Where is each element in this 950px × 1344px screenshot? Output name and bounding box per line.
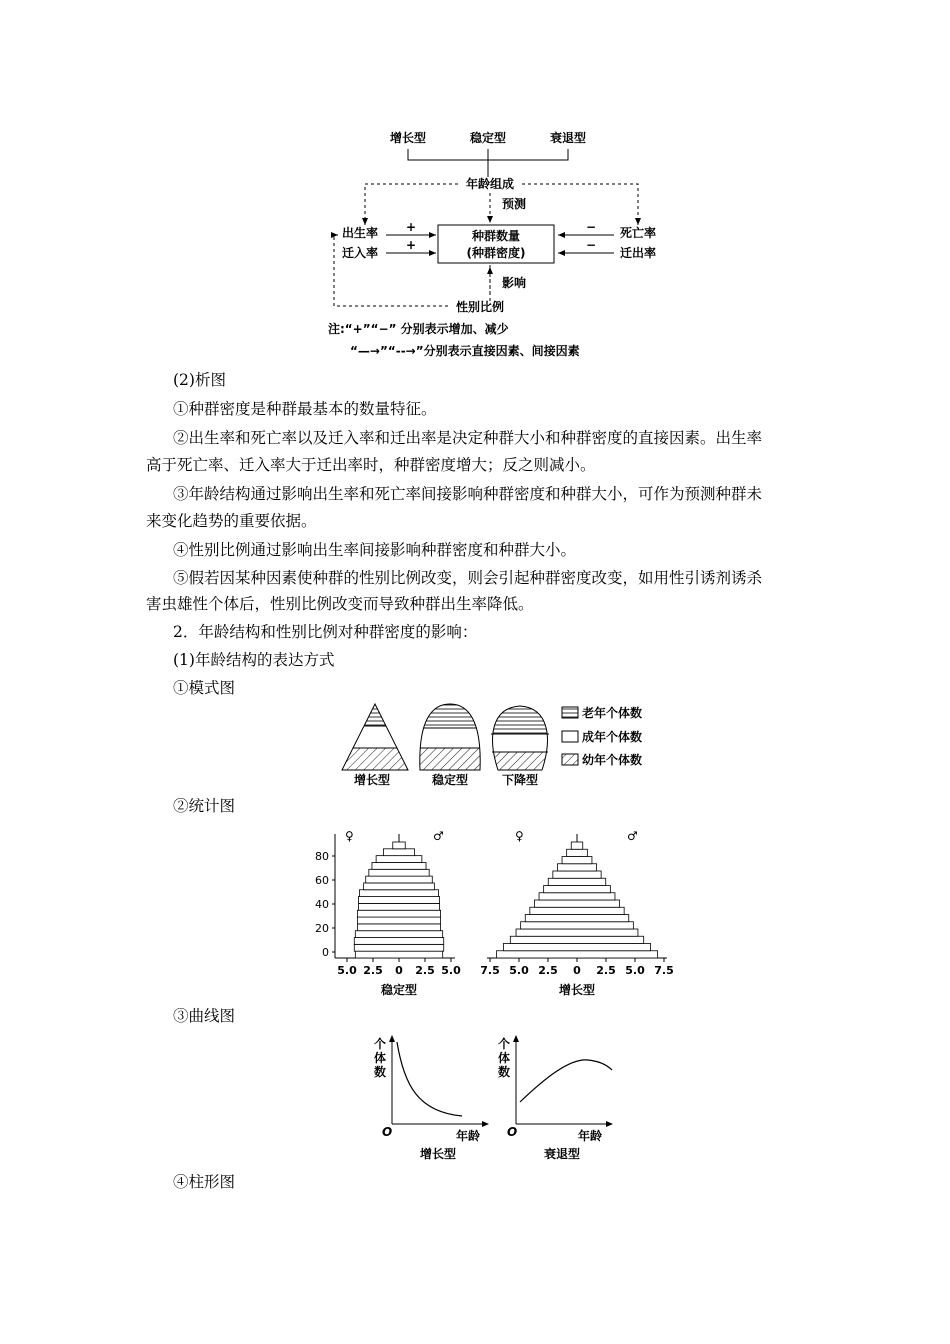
growing-x-tick-label: 5.0 [509, 964, 529, 977]
analysis-point-3-line2: 来变化趋势的重要依据。 [146, 512, 317, 530]
growing-bar [548, 878, 606, 885]
right-x-label: 年龄 [578, 1129, 603, 1143]
left-y-label-2: 体 [374, 1051, 387, 1065]
stable-x-tick-label: 2.5 [363, 964, 383, 977]
left-x-label: 年龄 [456, 1129, 481, 1143]
analysis-heading: (2)析图 [173, 371, 226, 389]
declining-curve [520, 1060, 612, 1102]
stable-bar [357, 910, 440, 917]
growing-bar [544, 886, 611, 893]
model-stable-shape [415, 700, 485, 770]
stable-bar [358, 897, 439, 904]
stable-bar [359, 890, 438, 897]
diagram-center-line2: (种群密度) [466, 246, 526, 260]
stable-bar [376, 856, 422, 863]
left-origin: O [382, 1125, 393, 1139]
diagram-sex-ratio: 性别比例 [455, 300, 505, 314]
growing-bar [567, 849, 588, 856]
growing-male-symbol: ♂ [627, 829, 638, 843]
subsection-model: ①模式图 [173, 679, 236, 697]
diagram-type-stable: 稳定型 [469, 131, 507, 145]
diagram-death-rate: 死亡率 [620, 226, 657, 240]
section-2-heading: 2．年龄结构和性别比例对种群密度的影响： [173, 623, 478, 641]
diagram-immigration-rate: 迁入率 [342, 246, 379, 260]
stable-bar [393, 842, 405, 849]
analysis-point-5-line1: ⑤假若因某种因素使种群的性别比例改变，则会引起种群密度改变，如用性引诱剂诱杀 [173, 569, 763, 587]
diagram-note-2: “—→”“--→”分别表示直接因素、间接因素 [350, 344, 580, 358]
diagram-center-line1: 种群数量 [471, 229, 521, 243]
analysis-point-4: ④性别比例通过影响出生率间接影响种群密度和种群大小。 [173, 541, 577, 559]
analysis-point-1: ①种群密度是种群最基本的数量特征。 [173, 400, 437, 418]
analysis-point-5-line2: 害虫雄性个体后，性别比例改变而导致种群出生率降低。 [146, 595, 534, 613]
model-label-growing: 增长型 [353, 773, 391, 787]
diagram-type-declining: 衰退型 [549, 131, 587, 145]
growing-bar [521, 922, 634, 929]
right-y-label-3: 数 [498, 1065, 511, 1079]
growing-bar [571, 842, 583, 849]
legend-adult-swatch [562, 731, 578, 742]
growing-x-tick-label: 7.5 [480, 964, 500, 977]
stable-x-tick-label: 5.0 [441, 964, 461, 977]
right-y-label-2: 体 [498, 1051, 511, 1065]
stable-x-tick-label: 2.5 [415, 964, 435, 977]
stable-bar [372, 862, 426, 869]
stable-bar [369, 869, 429, 876]
model-label-declining: 下降型 [501, 773, 539, 787]
population-pyramids-figure [315, 822, 685, 1002]
growing-bar [553, 871, 601, 878]
growing-bar [510, 936, 643, 943]
stable-y-tick-label: 80 [315, 850, 329, 863]
stable-bar [358, 903, 439, 910]
age-curve-figure [370, 1030, 630, 1166]
growing-bar [497, 951, 658, 958]
stable-bar [383, 849, 414, 856]
growing-female-symbol: ♀ [515, 829, 524, 843]
stable-y-tick-label: 40 [315, 898, 329, 911]
stable-bar [366, 876, 433, 883]
legend-adult-label: 成年个体数 [582, 730, 643, 744]
diagram-type-growing: 增长型 [389, 131, 427, 145]
diagram-plus-2: + [406, 238, 417, 252]
growing-x-tick-label: 2.5 [538, 964, 558, 977]
model-growing-shape [340, 700, 410, 770]
analysis-point-2-line1: ②出生率和死亡率以及迁入率和迁出率是决定种群大小和种群密度的直接因素。出生率 [173, 429, 763, 447]
analysis-point-3-line1: ③年龄结构通过影响出生率和死亡率间接影响种群密度和种群大小，可作为预测种群未 [173, 485, 763, 503]
section-2-1-heading: (1)年龄结构的表达方式 [173, 651, 335, 669]
stable-bar [357, 924, 440, 931]
curve-label-declining: 衰退型 [543, 1147, 581, 1161]
diagram-emigration-rate: 迁出率 [620, 246, 657, 260]
population-factor-diagram [320, 125, 680, 365]
diagram-minus-2: − [586, 238, 597, 252]
legend-young-swatch [562, 754, 578, 765]
growing-x-tick-label: 0 [573, 964, 581, 977]
right-origin: O [507, 1125, 518, 1139]
stable-male-symbol: ♂ [433, 829, 444, 843]
stable-bar [357, 917, 440, 924]
growing-bar [562, 857, 592, 864]
diagram-influence: 影响 [502, 276, 527, 290]
stable-x-tick-label: 0 [395, 964, 403, 977]
analysis-point-2-line2: 高于死亡率、迁入率大于迁出率时，种群密度增大；反之则减小。 [146, 456, 596, 474]
subsection-curves: ③曲线图 [173, 1007, 236, 1025]
growing-curve [397, 1042, 462, 1116]
stable-y-tick-label: 60 [315, 874, 329, 887]
stable-bar [364, 883, 435, 890]
legend-old-label: 老年个体数 [582, 706, 643, 720]
growing-pyramid-label: 增长型 [558, 983, 596, 997]
age-structure-model-figure [340, 700, 670, 792]
diagram-predict: 预测 [502, 197, 527, 211]
growing-bar [557, 864, 596, 871]
stable-y-tick-label: 20 [315, 922, 329, 935]
growing-x-tick-label: 7.5 [654, 964, 674, 977]
subsection-statistics: ②统计图 [173, 797, 236, 815]
growing-bar [530, 907, 624, 914]
growing-bar [525, 915, 629, 922]
legend-young-label: 幼年个体数 [582, 753, 643, 767]
diagram-birth-rate: 出生率 [342, 226, 379, 240]
growing-x-tick-label: 5.0 [625, 964, 645, 977]
stable-pyramid-label: 稳定型 [380, 983, 418, 997]
curve-label-growing: 增长型 [419, 1147, 457, 1161]
stable-bar [354, 938, 443, 945]
stable-female-symbol: ♀ [345, 829, 354, 843]
diagram-age-structure: 年龄组成 [465, 177, 515, 191]
stable-bar [355, 931, 442, 938]
subsection-bar: ④柱形图 [173, 1173, 236, 1191]
stable-x-tick-label: 5.0 [337, 964, 357, 977]
stable-y-tick-label: 0 [322, 946, 329, 959]
growing-bar [539, 893, 615, 900]
left-y-label-1: 个 [374, 1037, 387, 1051]
right-y-label-1: 个 [498, 1037, 511, 1051]
growing-bar [516, 929, 638, 936]
diagram-minus-1: − [586, 220, 597, 234]
diagram-plus-1: + [406, 220, 417, 234]
model-label-stable: 稳定型 [431, 773, 469, 787]
growing-bar [503, 944, 650, 951]
growing-bar [534, 900, 619, 907]
diagram-note-1: 注:“+”“−” 分别表示增加、减少 [328, 322, 509, 336]
stable-bar [355, 951, 442, 958]
growing-x-tick-label: 2.5 [596, 964, 616, 977]
stable-bar [354, 944, 443, 951]
left-y-label-3: 数 [374, 1065, 387, 1079]
legend-old-swatch [562, 707, 578, 718]
